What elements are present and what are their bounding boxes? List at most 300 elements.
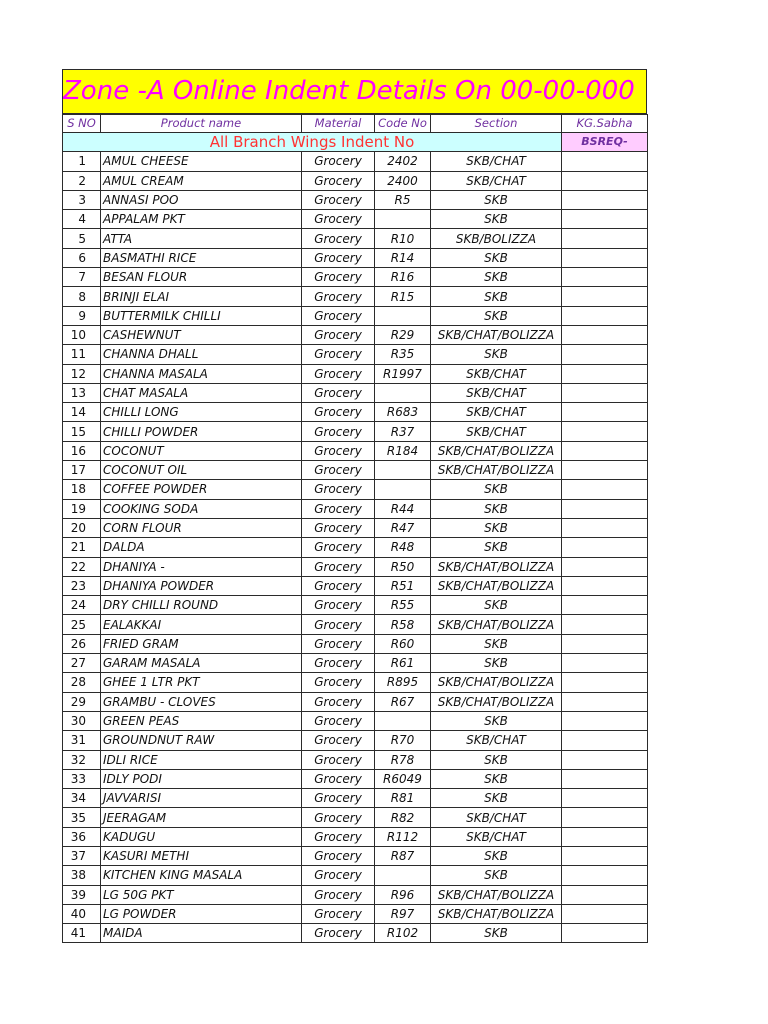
- table-row: [63, 480, 648, 499]
- row-branch-qty[interactable]: [562, 654, 648, 673]
- row-branch-qty[interactable]: [562, 383, 648, 402]
- row-material: Grocery: [302, 576, 375, 595]
- row-material: Grocery: [302, 364, 375, 383]
- row-product: JAVVARISI: [101, 789, 302, 808]
- row-product: DRY CHILLI ROUND: [101, 596, 302, 615]
- row-sno: 2: [63, 171, 101, 190]
- row-product: CORN FLOUR: [101, 518, 302, 537]
- row-branch-qty[interactable]: [562, 210, 648, 229]
- row-sno: 41: [63, 924, 101, 943]
- row-section: SKB: [431, 248, 562, 267]
- row-product: CHAT MASALA: [101, 383, 302, 402]
- row-branch-qty[interactable]: [562, 441, 648, 460]
- row-material: Grocery: [302, 306, 375, 325]
- table-row: [63, 711, 648, 730]
- row-material: Grocery: [302, 731, 375, 750]
- row-material: Grocery: [302, 615, 375, 634]
- row-code: R6049: [375, 769, 431, 788]
- table-row: [63, 364, 648, 383]
- row-section: SKB: [431, 769, 562, 788]
- table-row: [63, 808, 648, 827]
- row-sno: 26: [63, 634, 101, 653]
- row-product: LG POWDER: [101, 904, 302, 923]
- header-sno: S NO: [63, 115, 101, 133]
- row-code: R29: [375, 325, 431, 344]
- table-row: [63, 827, 648, 846]
- row-section: SKB: [431, 789, 562, 808]
- row-sno: 8: [63, 287, 101, 306]
- row-sno: 13: [63, 383, 101, 402]
- row-section: SKB: [431, 654, 562, 673]
- row-product: COCONUT OIL: [101, 461, 302, 480]
- table-row: [63, 673, 648, 692]
- table-row: [63, 885, 648, 904]
- row-sno: 15: [63, 422, 101, 441]
- row-sno: 3: [63, 190, 101, 209]
- row-code: 2400: [375, 171, 431, 190]
- row-code: R70: [375, 731, 431, 750]
- row-sno: 12: [63, 364, 101, 383]
- row-product: KITCHEN KING MASALA: [101, 866, 302, 885]
- row-sno: 23: [63, 576, 101, 595]
- row-code: R50: [375, 557, 431, 576]
- row-sno: 29: [63, 692, 101, 711]
- table-row: [63, 190, 648, 209]
- table-row: [63, 866, 648, 885]
- row-branch-qty[interactable]: [562, 692, 648, 711]
- header-row: [63, 115, 648, 133]
- row-branch-qty[interactable]: [562, 538, 648, 557]
- row-code: R10: [375, 229, 431, 248]
- row-product: BESAN FLOUR: [101, 268, 302, 287]
- row-sno: 33: [63, 769, 101, 788]
- row-branch-qty[interactable]: [562, 634, 648, 653]
- row-code: R184: [375, 441, 431, 460]
- header-code: Code No: [375, 115, 431, 133]
- row-material: Grocery: [302, 808, 375, 827]
- row-product: GHEE 1 LTR PKT: [101, 673, 302, 692]
- row-material: Grocery: [302, 827, 375, 846]
- row-product: BASMATHI RICE: [101, 248, 302, 267]
- row-branch-qty[interactable]: [562, 596, 648, 615]
- row-branch-qty[interactable]: [562, 190, 648, 209]
- row-product: DHANIYA -: [101, 557, 302, 576]
- row-sno: 10: [63, 325, 101, 344]
- row-section: SKB/CHAT/BOLIZZA: [431, 576, 562, 595]
- row-code: [375, 383, 431, 402]
- row-product: GRAMBU - CLOVES: [101, 692, 302, 711]
- row-sno: 24: [63, 596, 101, 615]
- row-sno: 39: [63, 885, 101, 904]
- row-branch-qty[interactable]: [562, 769, 648, 788]
- row-section: SKB/CHAT/BOLIZZA: [431, 904, 562, 923]
- table-row: [63, 345, 648, 364]
- row-section: SKB: [431, 268, 562, 287]
- row-product: AMUL CREAM: [101, 171, 302, 190]
- row-material: Grocery: [302, 789, 375, 808]
- table-row: [63, 441, 648, 460]
- table-row: [63, 287, 648, 306]
- row-product: GROUNDNUT RAW: [101, 731, 302, 750]
- row-material: Grocery: [302, 692, 375, 711]
- row-section: SKB/CHAT: [431, 152, 562, 171]
- row-section: SKB/CHAT/BOLIZZA: [431, 885, 562, 904]
- row-section: SKB/CHAT/BOLIZZA: [431, 557, 562, 576]
- row-section: SKB: [431, 846, 562, 865]
- row-sno: 30: [63, 711, 101, 730]
- row-branch-qty[interactable]: [562, 673, 648, 692]
- row-code: R60: [375, 634, 431, 653]
- branch-row: [63, 133, 648, 152]
- row-material: Grocery: [302, 171, 375, 190]
- header-branch: KG.Sabha: [562, 115, 648, 133]
- row-code: [375, 711, 431, 730]
- row-section: SKB: [431, 924, 562, 943]
- row-branch-qty[interactable]: [562, 904, 648, 923]
- row-product: LG 50G PKT: [101, 885, 302, 904]
- row-sno: 40: [63, 904, 101, 923]
- row-sno: 37: [63, 846, 101, 865]
- row-sno: 38: [63, 866, 101, 885]
- row-material: Grocery: [302, 287, 375, 306]
- row-code: R14: [375, 248, 431, 267]
- row-material: Grocery: [302, 499, 375, 518]
- row-sno: 20: [63, 518, 101, 537]
- row-section: SKB: [431, 596, 562, 615]
- row-section: SKB: [431, 711, 562, 730]
- row-branch-qty[interactable]: [562, 808, 648, 827]
- row-code: 2402: [375, 152, 431, 171]
- table-row: [63, 596, 648, 615]
- row-code: R55: [375, 596, 431, 615]
- row-sno: 4: [63, 210, 101, 229]
- row-branch-qty[interactable]: [562, 345, 648, 364]
- table-row: [63, 422, 648, 441]
- row-product: KASURI METHI: [101, 846, 302, 865]
- row-product: FRIED GRAM: [101, 634, 302, 653]
- table-row: [63, 383, 648, 402]
- row-material: Grocery: [302, 634, 375, 653]
- row-product: ANNASI POO: [101, 190, 302, 209]
- row-sno: 14: [63, 403, 101, 422]
- row-branch-qty[interactable]: [562, 152, 648, 171]
- row-code: [375, 306, 431, 325]
- row-material: Grocery: [302, 904, 375, 923]
- row-material: Grocery: [302, 229, 375, 248]
- row-sno: 28: [63, 673, 101, 692]
- row-section: SKB/CHAT/BOLIZZA: [431, 673, 562, 692]
- row-section: SKB/CHAT: [431, 171, 562, 190]
- row-product: DALDA: [101, 538, 302, 557]
- row-sno: 31: [63, 731, 101, 750]
- row-product: MAIDA: [101, 924, 302, 943]
- row-product: CHILLI LONG: [101, 403, 302, 422]
- row-material: Grocery: [302, 538, 375, 557]
- row-material: Grocery: [302, 345, 375, 364]
- table-row: [63, 499, 648, 518]
- row-code: R895: [375, 673, 431, 692]
- row-section: SKB: [431, 499, 562, 518]
- table-row: [63, 152, 648, 171]
- row-code: R16: [375, 268, 431, 287]
- row-code: R96: [375, 885, 431, 904]
- row-section: SKB/CHAT: [431, 827, 562, 846]
- table-row: [63, 229, 648, 248]
- row-section: SKB: [431, 538, 562, 557]
- row-product: ATTA: [101, 229, 302, 248]
- row-material: Grocery: [302, 673, 375, 692]
- row-code: R78: [375, 750, 431, 769]
- row-sno: 19: [63, 499, 101, 518]
- row-section: SKB: [431, 480, 562, 499]
- row-branch-qty[interactable]: [562, 557, 648, 576]
- row-material: Grocery: [302, 750, 375, 769]
- row-code: R44: [375, 499, 431, 518]
- row-section: SKB: [431, 866, 562, 885]
- row-product: COFFEE POWDER: [101, 480, 302, 499]
- row-product: KADUGU: [101, 827, 302, 846]
- row-product: CHILLI POWDER: [101, 422, 302, 441]
- row-product: EALAKKAI: [101, 615, 302, 634]
- row-material: Grocery: [302, 383, 375, 402]
- row-code: R61: [375, 654, 431, 673]
- table-row: [63, 692, 648, 711]
- row-code: R97: [375, 904, 431, 923]
- row-code: [375, 866, 431, 885]
- table-row: [63, 557, 648, 576]
- row-product: AMUL CHEESE: [101, 152, 302, 171]
- row-code: R1997: [375, 364, 431, 383]
- row-sno: 17: [63, 461, 101, 480]
- row-branch-qty[interactable]: [562, 711, 648, 730]
- row-code: R37: [375, 422, 431, 441]
- table-row: [63, 306, 648, 325]
- row-branch-qty[interactable]: [562, 846, 648, 865]
- row-section: SKB: [431, 634, 562, 653]
- row-section: SKB/CHAT/BOLIZZA: [431, 615, 562, 634]
- row-sno: 36: [63, 827, 101, 846]
- row-material: Grocery: [302, 441, 375, 460]
- row-product: CHANNA DHALL: [101, 345, 302, 364]
- row-material: Grocery: [302, 210, 375, 229]
- row-code: R67: [375, 692, 431, 711]
- row-material: Grocery: [302, 654, 375, 673]
- row-sno: 16: [63, 441, 101, 460]
- row-material: Grocery: [302, 557, 375, 576]
- header-material: Material: [302, 115, 375, 133]
- row-sno: 22: [63, 557, 101, 576]
- row-product: COOKING SODA: [101, 499, 302, 518]
- row-section: SKB/CHAT: [431, 383, 562, 402]
- row-section: SKB: [431, 345, 562, 364]
- row-material: Grocery: [302, 422, 375, 441]
- row-product: DHANIYA POWDER: [101, 576, 302, 595]
- table-row: [63, 248, 648, 267]
- row-sno: 25: [63, 615, 101, 634]
- table-row: [63, 789, 648, 808]
- table-row: [63, 654, 648, 673]
- row-section: SKB: [431, 287, 562, 306]
- row-material: Grocery: [302, 268, 375, 287]
- row-section: SKB/CHAT/BOLIZZA: [431, 441, 562, 460]
- row-material: Grocery: [302, 769, 375, 788]
- indent-sheet: [62, 69, 647, 943]
- row-section: SKB/CHAT/BOLIZZA: [431, 692, 562, 711]
- row-branch-qty[interactable]: [562, 171, 648, 190]
- row-branch-qty[interactable]: [562, 827, 648, 846]
- row-material: Grocery: [302, 480, 375, 499]
- row-sno: 34: [63, 789, 101, 808]
- table-row: [63, 750, 648, 769]
- row-code: [375, 461, 431, 480]
- row-code: R81: [375, 789, 431, 808]
- row-section: SKB: [431, 190, 562, 209]
- row-branch-qty[interactable]: [562, 731, 648, 750]
- row-sno: 21: [63, 538, 101, 557]
- row-section: SKB/CHAT: [431, 808, 562, 827]
- row-branch-qty[interactable]: [562, 750, 648, 769]
- table-row: [63, 769, 648, 788]
- row-sno: 18: [63, 480, 101, 499]
- table-row: [63, 171, 648, 190]
- row-branch-qty[interactable]: [562, 364, 648, 383]
- row-branch-qty[interactable]: [562, 229, 648, 248]
- row-product: IDLY PODI: [101, 769, 302, 788]
- row-branch-qty[interactable]: [562, 268, 648, 287]
- row-material: Grocery: [302, 711, 375, 730]
- row-material: Grocery: [302, 885, 375, 904]
- row-branch-qty[interactable]: [562, 866, 648, 885]
- row-sno: 32: [63, 750, 101, 769]
- row-code: [375, 210, 431, 229]
- row-branch-qty[interactable]: [562, 480, 648, 499]
- row-section: SKB/CHAT/BOLIZZA: [431, 461, 562, 480]
- row-code: R87: [375, 846, 431, 865]
- table-row: [63, 210, 648, 229]
- row-branch-qty[interactable]: [562, 422, 648, 441]
- row-code: R48: [375, 538, 431, 557]
- row-product: JEERAGAM: [101, 808, 302, 827]
- row-product: COCONUT: [101, 441, 302, 460]
- branch-request-code: BSREQ-: [562, 133, 648, 152]
- row-code: R47: [375, 518, 431, 537]
- row-sno: 7: [63, 268, 101, 287]
- row-branch-qty[interactable]: [562, 306, 648, 325]
- row-branch-qty[interactable]: [562, 325, 648, 344]
- table-row: [63, 846, 648, 865]
- row-product: CHANNA MASALA: [101, 364, 302, 383]
- row-material: Grocery: [302, 152, 375, 171]
- branch-indent-label: All Branch Wings Indent No: [63, 133, 562, 152]
- row-branch-qty[interactable]: [562, 576, 648, 595]
- row-section: SKB/CHAT: [431, 422, 562, 441]
- row-code: [375, 480, 431, 499]
- row-section: SKB/CHAT: [431, 403, 562, 422]
- table-row: [63, 325, 648, 344]
- table-row: [63, 538, 648, 557]
- row-product: APPALAM PKT: [101, 210, 302, 229]
- row-material: Grocery: [302, 190, 375, 209]
- table-row: [63, 518, 648, 537]
- row-product: GREEN PEAS: [101, 711, 302, 730]
- row-branch-qty[interactable]: [562, 789, 648, 808]
- row-branch-qty[interactable]: [562, 403, 648, 422]
- table-row: [63, 731, 648, 750]
- row-product: CASHEWNUT: [101, 325, 302, 344]
- row-product: GARAM MASALA: [101, 654, 302, 673]
- row-sno: 9: [63, 306, 101, 325]
- table-row: [63, 904, 648, 923]
- table-row: [63, 461, 648, 480]
- row-code: R58: [375, 615, 431, 634]
- table-row: [63, 576, 648, 595]
- row-code: R15: [375, 287, 431, 306]
- row-section: SKB/CHAT/BOLIZZA: [431, 325, 562, 344]
- row-product: BRINJI ELAI: [101, 287, 302, 306]
- table-row: [63, 634, 648, 653]
- table-row: [63, 403, 648, 422]
- row-material: Grocery: [302, 846, 375, 865]
- row-branch-qty[interactable]: [562, 518, 648, 537]
- table-row: [63, 924, 648, 943]
- row-sno: 5: [63, 229, 101, 248]
- row-branch-qty[interactable]: [562, 924, 648, 943]
- row-product: IDLI RICE: [101, 750, 302, 769]
- indent-table: [62, 114, 648, 943]
- header-product: Product name: [101, 115, 302, 133]
- row-material: Grocery: [302, 866, 375, 885]
- row-code: R51: [375, 576, 431, 595]
- row-sno: 35: [63, 808, 101, 827]
- row-branch-qty[interactable]: [562, 287, 648, 306]
- row-section: SKB/BOLIZZA: [431, 229, 562, 248]
- row-code: R112: [375, 827, 431, 846]
- row-sno: 6: [63, 248, 101, 267]
- sheet-title: Zone -A Online Indent Details On 00-00-000: [62, 69, 647, 114]
- row-branch-qty[interactable]: [562, 499, 648, 518]
- row-section: SKB: [431, 210, 562, 229]
- row-branch-qty[interactable]: [562, 615, 648, 634]
- row-material: Grocery: [302, 518, 375, 537]
- row-material: Grocery: [302, 596, 375, 615]
- row-section: SKB/CHAT: [431, 731, 562, 750]
- row-material: Grocery: [302, 461, 375, 480]
- table-row: [63, 615, 648, 634]
- row-branch-qty[interactable]: [562, 885, 648, 904]
- row-code: R102: [375, 924, 431, 943]
- row-branch-qty[interactable]: [562, 461, 648, 480]
- row-product: BUTTERMILK CHILLI: [101, 306, 302, 325]
- row-code: R5: [375, 190, 431, 209]
- row-code: R82: [375, 808, 431, 827]
- row-section: SKB/CHAT: [431, 364, 562, 383]
- row-sno: 27: [63, 654, 101, 673]
- row-branch-qty[interactable]: [562, 248, 648, 267]
- row-code: R683: [375, 403, 431, 422]
- row-code: R35: [375, 345, 431, 364]
- row-material: Grocery: [302, 924, 375, 943]
- row-material: Grocery: [302, 403, 375, 422]
- row-material: Grocery: [302, 325, 375, 344]
- row-section: SKB: [431, 306, 562, 325]
- row-material: Grocery: [302, 248, 375, 267]
- row-section: SKB: [431, 518, 562, 537]
- header-section: Section: [431, 115, 562, 133]
- row-section: SKB: [431, 750, 562, 769]
- row-sno: 11: [63, 345, 101, 364]
- table-row: [63, 268, 648, 287]
- row-sno: 1: [63, 152, 101, 171]
